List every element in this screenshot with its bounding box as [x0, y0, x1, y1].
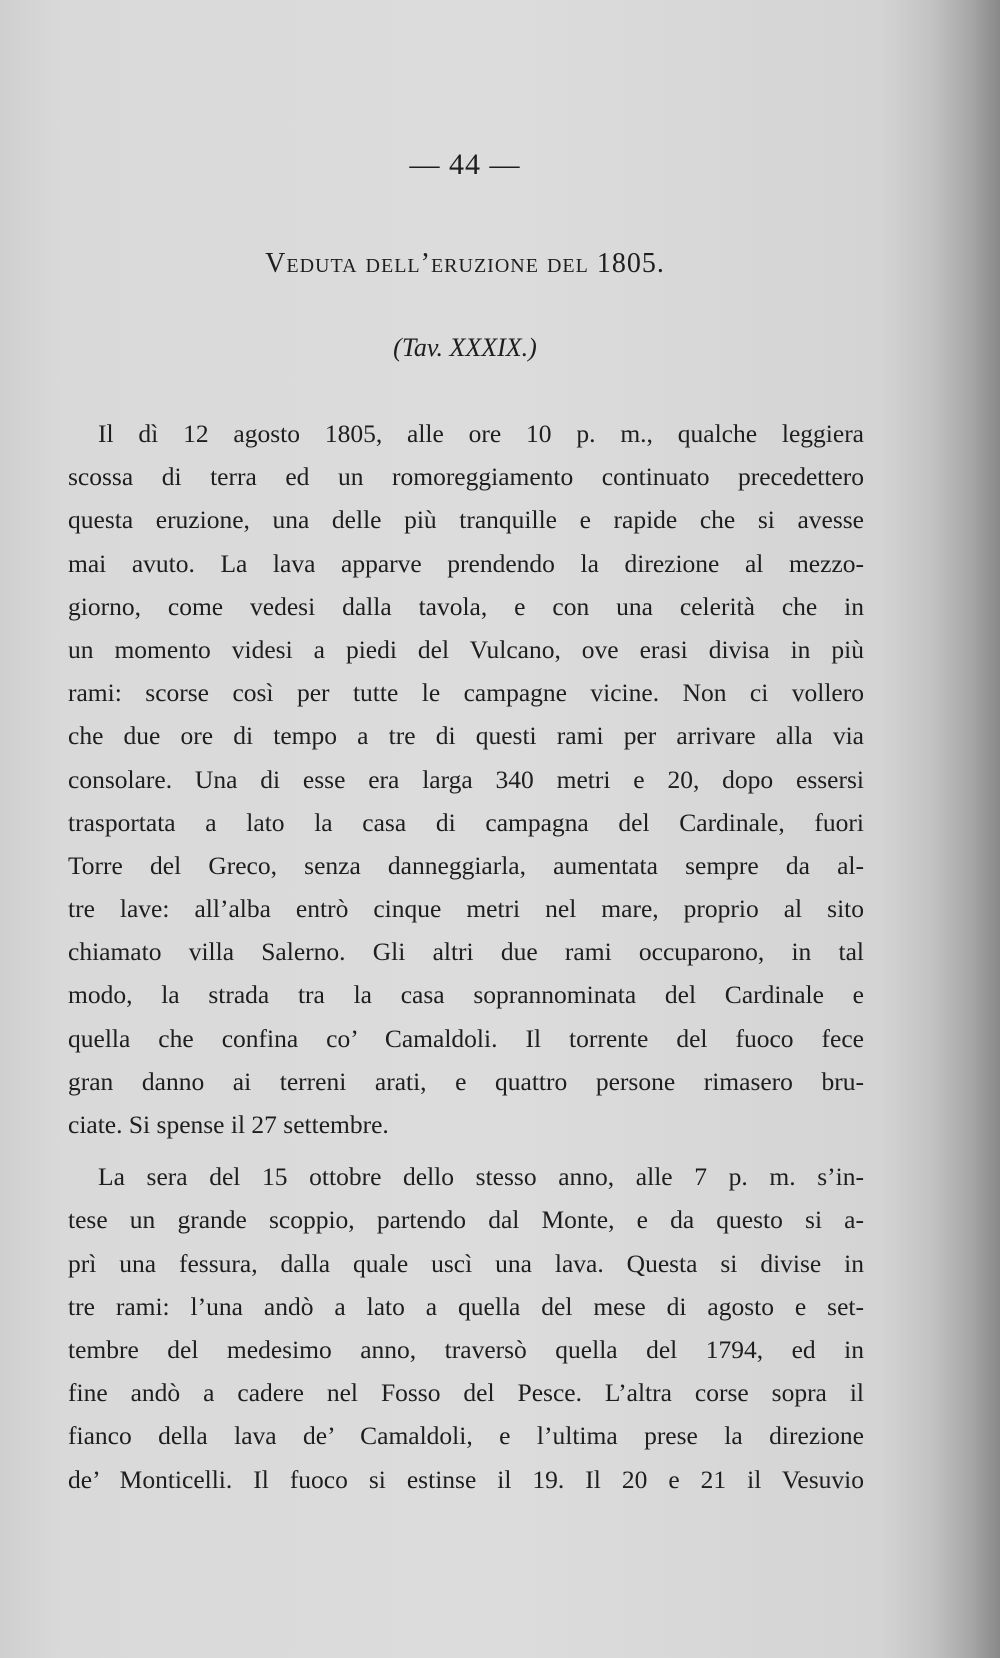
body-text	[68, 412, 864, 1501]
text-line: modo, la strada tra la casa soprannominata del Cardinale e	[68, 980, 864, 1010]
text-line: fianco della lava de’ Camaldoli, e l’ultima prese la direzione	[68, 1421, 864, 1451]
text-line: che due ore di tempo a tre di questi rami per arrivare alla via	[68, 721, 864, 751]
paragraph-2	[68, 1155, 864, 1501]
page-number: — 44 —	[409, 148, 521, 181]
paragraph-1	[68, 412, 864, 1146]
text-line: tre rami: l’una andò a lato a quella del mese di agosto e set-	[68, 1291, 864, 1321]
text-line: scossa di terra ed un romoreggiamento continuato precedettero	[68, 462, 864, 492]
text-line: tre lave: all’alba entrò cinque metri nel mare, proprio al sito	[68, 894, 864, 924]
text-line: giorno, come vedesi dalla tavola, e con una celerità che in	[68, 591, 864, 621]
text-line: trasportata a lato la casa di campagna del Cardinale, fuori	[68, 807, 864, 837]
text-line: tese un grande scoppio, partendo dal Monte, e da questo si a-	[68, 1205, 864, 1235]
section-title: Veduta dell’eruzione del 1805.	[265, 248, 665, 279]
text-line: consolare. Una di esse era larga 340 metri e 20, dopo essersi	[68, 764, 864, 794]
text-line: ciate. Si spense il 27 settembre.	[68, 1110, 389, 1139]
text-line: mai avuto. La lava apparve prendendo la direzione al mezzo-	[68, 548, 864, 578]
text-line: La sera del 15 ottobre dello stesso anno, alle 7 p. m. s’in-	[98, 1162, 864, 1192]
text-line: gran danno ai terreni arati, e quattro persone rimasero bru-	[68, 1066, 864, 1096]
text-line: rami: scorse così per tutte le campagne vicine. Non ci vollero	[68, 678, 864, 708]
text-line: de’ Monticelli. Il fuoco si estinse il 19. Il 20 e 21 il Vesuvio	[68, 1464, 864, 1494]
text-line: Torre del Greco, senza danneggiarla, aumentata sempre da al-	[68, 850, 864, 880]
text-line: chiamato villa Salerno. Gli altri due rami occuparono, in tal	[68, 937, 864, 967]
plate-reference: (Tav. XXXIX.)	[393, 333, 537, 362]
text-line: prì una fessura, dalla quale uscì una lava. Questa si divise in	[68, 1248, 864, 1278]
page-edge-shadow	[930, 0, 1000, 1658]
text-line: questa eruzione, una delle più tranquille e rapide che si avesse	[68, 505, 864, 535]
text-line: un momento videsi a piedi del Vulcano, ove erasi divisa in più	[68, 634, 864, 664]
text-line: tembre del medesimo anno, traversò quella del 1794, ed in	[68, 1334, 864, 1364]
text-line: Il dì 12 agosto 1805, alle ore 10 p. m., qualche leggiera	[98, 419, 864, 448]
text-line: fine andò a cadere nel Fosso del Pesce. L’altra corse sopra il	[68, 1378, 864, 1408]
paragraph-gap	[68, 1146, 864, 1155]
text-line: quella che confina co’ Camaldoli. Il torrente del fuoco fece	[68, 1023, 864, 1053]
